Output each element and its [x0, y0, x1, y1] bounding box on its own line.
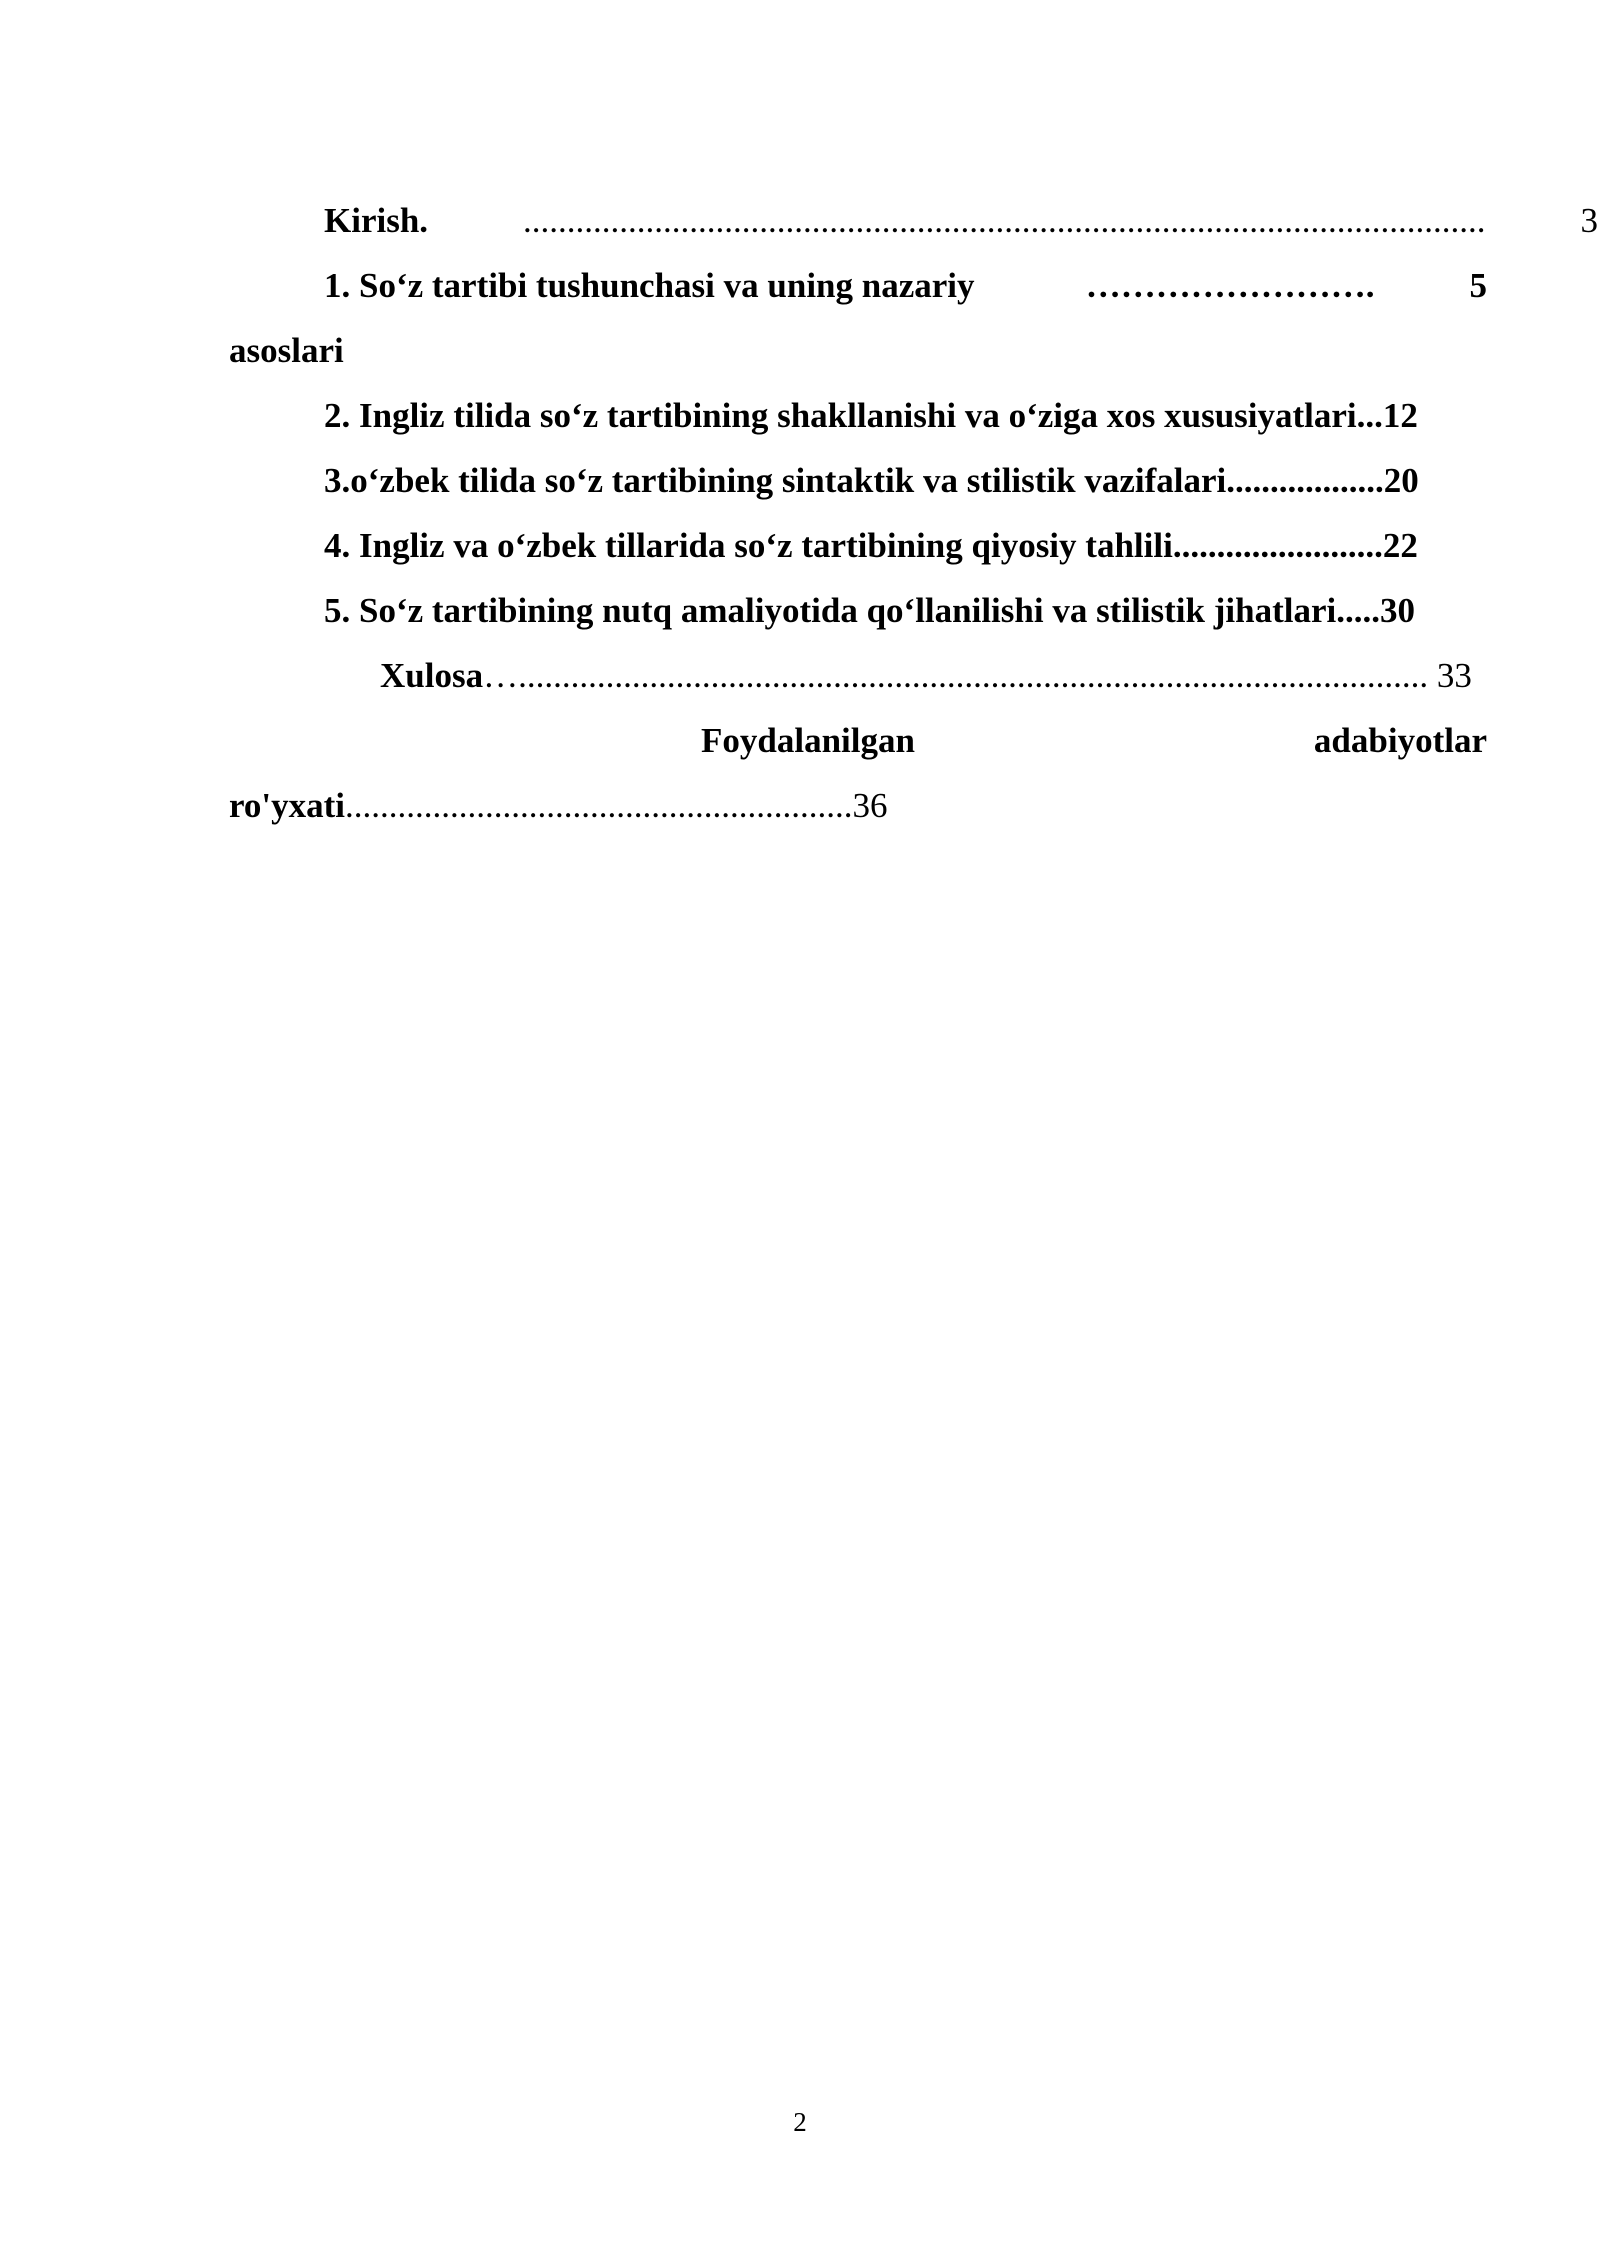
- toc-page-number: 12: [1382, 396, 1418, 435]
- table-of-contents: [229, 188, 1599, 838]
- toc-leader-dots: ........................: [1172, 526, 1383, 565]
- toc-references-first-line: [229, 708, 1487, 773]
- toc-leader-dots: .....: [1336, 591, 1380, 630]
- toc-entry-text: 5. So‘z tartibining nutq amaliyotida qo‘llanilishi va stilistik jihatlari: [324, 591, 1337, 630]
- toc-entry-text: Xulosa: [380, 656, 484, 695]
- toc-leader-dots: ..................: [1226, 461, 1384, 500]
- toc-leader-dots: …………………….: [1085, 266, 1375, 305]
- toc-page-number: 33: [1436, 656, 1472, 695]
- toc-page-number: 36: [852, 786, 888, 825]
- toc-page-number: 22: [1382, 526, 1418, 565]
- toc-page-number: 30: [1379, 591, 1415, 630]
- toc-entry-references: [229, 708, 1487, 838]
- toc-leader-dots: …........................................................................................................: [483, 656, 1429, 695]
- toc-entry-text: 2. Ingliz tilida so‘z tartibining shakllanishi va o‘ziga xos xususiyatlari: [324, 396, 1357, 435]
- toc-entry-text-part1: Foydalanilgan: [701, 721, 915, 760]
- toc-entry-label: Kirish.: [324, 201, 429, 240]
- toc-entry-text: 4. Ingliz va o‘zbek tillarida so‘z tartibining qiyosiy tahlili: [324, 526, 1173, 565]
- toc-entry-1: [229, 253, 1487, 383]
- toc-entry-text-part2: adabiyotlar: [1313, 721, 1487, 760]
- toc-entry-2: [229, 383, 1487, 448]
- toc-entry-kirish: [229, 188, 1599, 253]
- toc-entry-text-part3: ro'yxati: [229, 786, 346, 825]
- toc-entry-text: 3.o‘zbek tilida so‘z tartibining sintaktik va stilistik vazifalari: [324, 461, 1227, 500]
- toc-page-number: 20: [1383, 461, 1419, 500]
- toc-entry-5: [229, 578, 1487, 643]
- toc-references-second-line: [229, 773, 1487, 838]
- toc-page-number: 5: [1469, 266, 1487, 305]
- toc-entry-4: [229, 513, 1487, 578]
- toc-page-number: 3: [1580, 201, 1599, 240]
- toc-entry-3: [229, 448, 1487, 513]
- toc-leader-dots: ...: [1356, 396, 1383, 435]
- toc-leader-dots: ..........................................................: [345, 786, 853, 825]
- page-number: 2: [793, 2107, 807, 2137]
- toc-entry-label: 1. So‘z tartibi tushunchasi va uning nazariy asoslari: [229, 266, 975, 370]
- toc-entry-xulosa: [229, 643, 1487, 708]
- toc-leader-dots: ..............................................................................................................: [523, 201, 1486, 240]
